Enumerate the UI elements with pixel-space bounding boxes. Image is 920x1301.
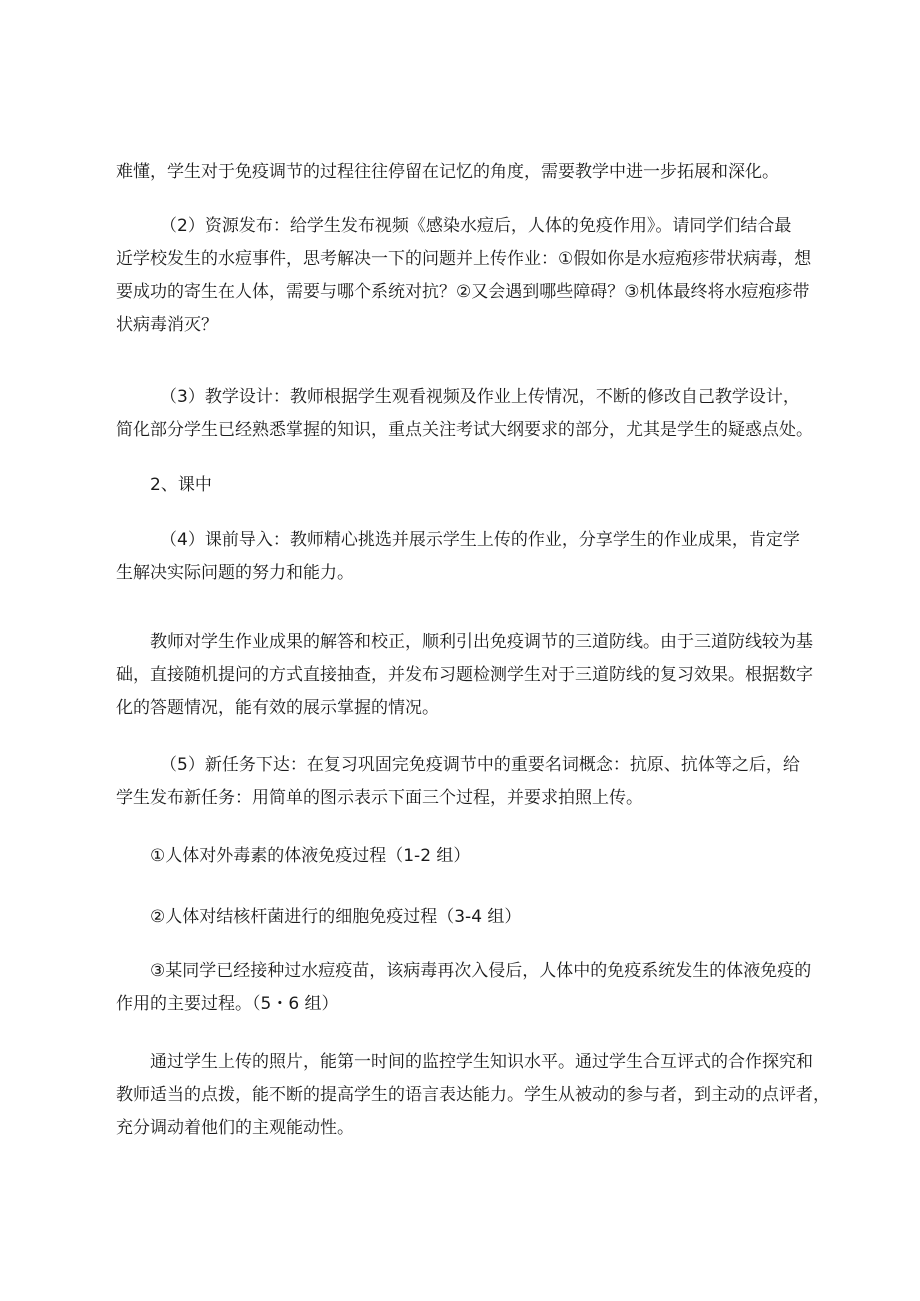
paragraph-lesson-intro: （4）课前导入：教师精心挑选并展示学生上传的作业，分享学生的作业成果，肯定学 生解决实际问题的努力和能力。 xyxy=(116,530,800,583)
task-item-2: ②人体对结核杆菌进行的细胞免疫过程（3-4 组） xyxy=(150,907,522,927)
section-heading-in-class: 2、课中 xyxy=(150,475,212,495)
paragraph-teaching-design: （3）教学设计：教师根据学生观看视频及作业上传情况，不断的修改自己教学设计， 简化部分学生已经熟悉掌握的知识，重点关注考试大纲要求的部分，尤其是学生的疑惑点处。 xyxy=(116,387,813,440)
paragraph-new-task: （5）新任务下达：在复习巩固完免疫调节中的重要名词概念：抗原、抗体等之后，给 学生发布新任务：用简单的图示表示下面三个过程，并要求拍照上传。 xyxy=(116,755,800,808)
paragraph-three-defenses: 教师对学生作业成果的解答和校正，顺利引出免疫调节的三道防线。由于三道防线较为基 础，直接随机提问的方式直接抽查，并发布习题检测学生对于三道防线的复习效果。根据数字 化的答题情况，能有效的展示掌握的情况。 xyxy=(116,632,813,718)
paragraph-resource-release: （2）资源发布：给学生发布视频《感染水痘后，人体的免疫作用》。请同学们结合最 近学校发生的水痘事件，思考解决一下的问题并上传作业：①假如你是水痘疱疹带状病毒，想 要成功的寄生在人体，需要与哪个系统对抗？②又会遇到哪些障碍？③机体最终将水痘疱疹带 状病毒消灭？ xyxy=(116,216,812,335)
paragraph-photo-monitoring: 通过学生上传的照片，能第一时间的监控学生知识水平。通过学生合互评式的合作探究和 教师适当的点拨，能不断的提高学生的语言表达能力。学生从被动的参与者，到主动的点评者， 充分调动着他们的主观能动性。 xyxy=(116,1052,830,1138)
task-item-3: ③某同学已经接种过水痘疫苗，该病毒再次入侵后，人体中的免疫系统发生的体液免疫的 作用的主要过程。（5・6 组） xyxy=(116,961,812,1014)
task-item-1: ①人体对外毒素的体液免疫过程（1-2 组） xyxy=(150,846,471,866)
paragraph-intro-continuation: 难懂，学生对于免疫调节的过程往往停留在记忆的角度，需要教学中进一步拓展和深化。 xyxy=(116,162,779,182)
